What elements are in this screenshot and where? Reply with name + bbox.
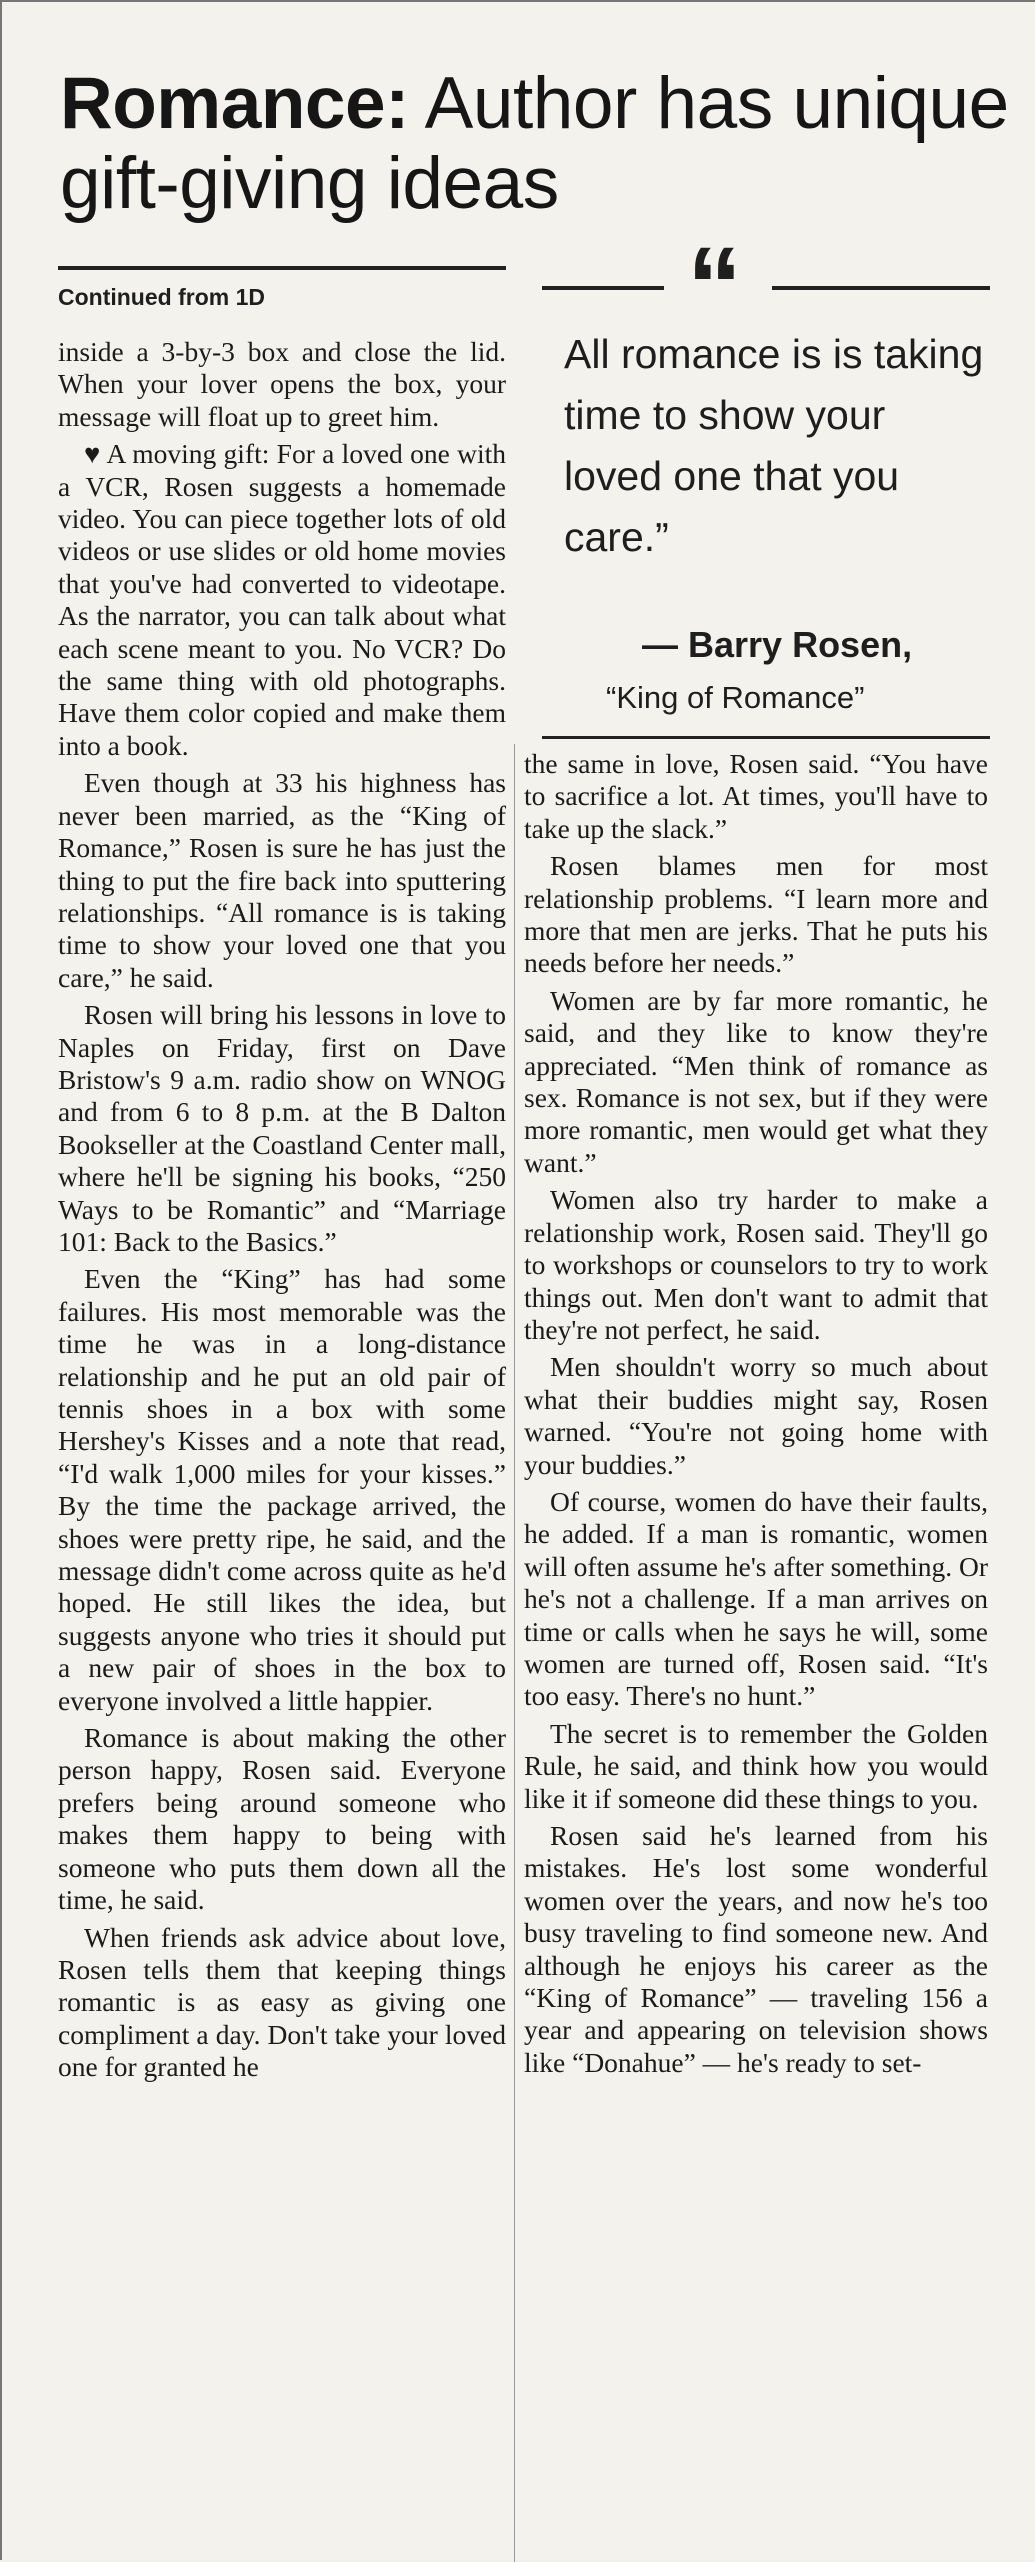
pullquote-text: All romance is is taking time to show your loved one that you care.” bbox=[564, 331, 984, 560]
paragraph: When friends ask advice about love, Rosen tells them that keeping things romantic is as easy as giving one compliment a day. Don't take your loved one for granted he bbox=[58, 1921, 506, 2083]
paragraph: the same in love, Rosen said. “You have to sacrifice a lot. At times, you'll have to take up the slack.” bbox=[524, 748, 988, 844]
headline bbox=[60, 64, 1020, 224]
paragraph: Romance is about making the other person happy, Rosen said. Everyone prefers being around someone who makes them happy to being with someone who puts them down all the time, he said. bbox=[58, 1722, 506, 1916]
paragraph: Rosen said he's learned from his mistakes. He's lost some wonderful women over the years, and now he's too busy traveling to find someone new. And although he enjoys his career as the “King of Romance” — traveling 156 a year and appearing on television shows like “Donahue” — he's ready to set- bbox=[524, 1820, 988, 2078]
paragraph: Even the “King” has had some failures. His most memorable was the time he was in a long-distance relationship and he put an old pair of tennis shoes in a box with some Hershey's Kisses and a note that read, “I'd walk 1,000 miles for your kisses.” By the time the package arrived, the shoes were pretty ripe, he said, and the message didn't come across quite as he'd hoped. He still likes the idea, but suggests anyone who tries it should put a new pair of shoes in the box to everyone involved a little happier. bbox=[58, 1263, 506, 1716]
paragraph: Women are by far more romantic, he said, and they like to know they're appreciated. “Men think of romance as sex. Romance is not sex, but if they were more romantic, men would get what they want.” bbox=[524, 984, 988, 1178]
article-column-left bbox=[58, 336, 506, 2089]
continued-from-label: Continued from 1D bbox=[58, 284, 265, 310]
paragraph: Men shouldn't worry so much about what their buddies might say, Rosen warned. “You're not going home with your buddies.” bbox=[524, 1351, 988, 1480]
paragraph: ♥ A moving gift: For a loved one with a VCR, Rosen suggests a homemade video. You can piece together lots of old videos or use slides or old home movies that you've had converted to videotape. As the narrator, you can talk about what each scene meant to you. No VCR? Do the same thing with old photographs. Have them color copied and make them into a book. bbox=[58, 438, 506, 761]
column-divider bbox=[514, 744, 515, 2562]
paragraph: Even though at 33 his highness has never been married, as the “King of Romance,” Rosen is sure he has just the thing to put the fire back into sputtering relationships. “All romance is is taking time to show your loved one that you care,” he said. bbox=[58, 767, 506, 993]
headline-bold: Romance: bbox=[60, 63, 409, 144]
paragraph: Women also try harder to make a relationship work, Rosen said. They'll go to workshops or counselors to try to work things out. Men don't want to admit that they're not perfect, he said. bbox=[524, 1184, 988, 1345]
pullquote-attribution-name: — Barry Rosen, bbox=[642, 624, 913, 665]
quote-rule-left bbox=[542, 286, 664, 290]
paragraph: Of course, women do have their faults, he added. If a man is romantic, women will often assume he's after something. Or he's not a challenge. If a man arrives on time or calls when he says he will, some women are turned off, Rosen said. “It's too easy. There's no hunt.” bbox=[524, 1485, 988, 1712]
pullquote-attribution-title: “King of Romance” bbox=[606, 680, 865, 715]
headline-rest: Author has unique gift-giving ideas bbox=[60, 63, 1009, 224]
paragraph: inside a 3-by-3 box and close the lid. When your lover opens the box, your message will float up to greet him. bbox=[58, 336, 506, 432]
quote-rule-right bbox=[772, 286, 990, 290]
headline-rule-left bbox=[58, 266, 506, 270]
quote-rule-bottom bbox=[542, 736, 990, 739]
article-column-right bbox=[524, 748, 988, 2084]
paragraph: The secret is to remember the Golden Rule, he said, and think how you would like it if someone did these things to you. bbox=[524, 1717, 988, 1814]
paragraph: Rosen blames men for most relationship problems. “I learn more and more that men are jerks. That he puts his needs before her needs.” bbox=[524, 850, 988, 979]
paragraph: Rosen will bring his lessons in love to Naples on Friday, first on Dave Bristow's 9 a.m. radio show on WNOG and from 6 to 8 p.m. at the B Dalton Bookseller at the Coastland Center mall, where he'll be signing his books, “250 Ways to be Romantic” and “Marriage 101: Back to the Basics.” bbox=[58, 999, 506, 1257]
quote-mark-icon: “ bbox=[687, 225, 742, 348]
